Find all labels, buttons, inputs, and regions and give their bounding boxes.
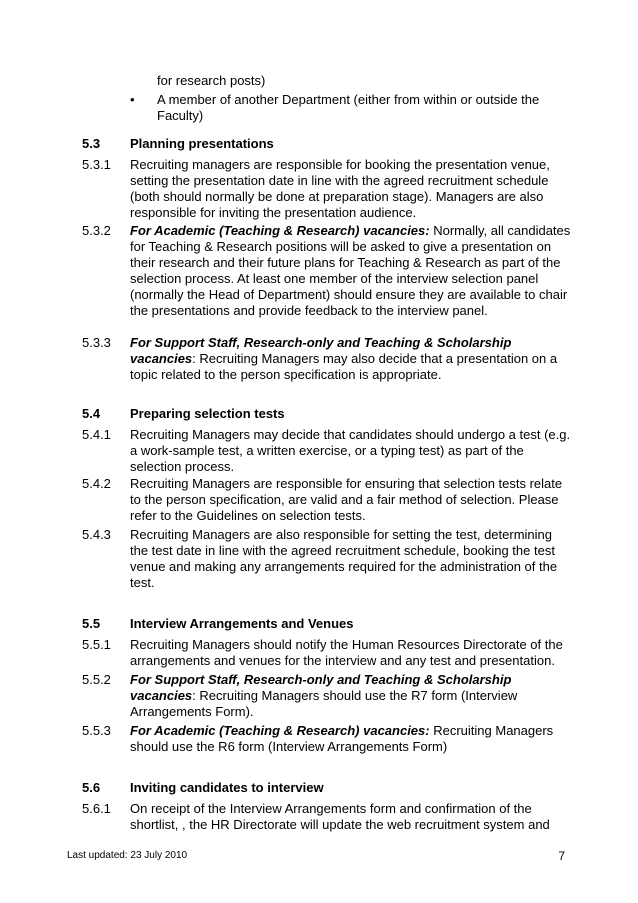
paragraph-number: 5.3.3	[82, 335, 111, 350]
section-title: Preparing selection tests	[130, 406, 285, 421]
paragraph-number: 5.5.3	[82, 723, 111, 738]
continuation-text: for research posts)	[157, 73, 266, 88]
section-title: Planning presentations	[130, 136, 274, 151]
section-number: 5.3	[82, 136, 101, 151]
paragraph-5-3-3	[82, 335, 572, 383]
section-title: Inviting candidates to interview	[130, 780, 324, 795]
paragraph-lead: For Academic (Teaching & Research) vacancies:	[130, 723, 430, 738]
section-heading-5-6	[82, 780, 572, 796]
paragraph-text: Recruiting managers are responsible for booking the presentation venue, setting the presentation date in line with the agreed recruitment schedule (both should normally be done at preparation stage). Managers are also responsible for inviting the presentation audience.	[130, 157, 550, 220]
section-heading-5-3	[82, 136, 572, 152]
paragraph-text	[130, 335, 572, 383]
paragraph-text	[130, 223, 572, 319]
paragraph-text	[130, 723, 572, 755]
paragraph-5-4-3	[82, 527, 572, 591]
paragraph-number: 5.5.2	[82, 672, 111, 687]
paragraph-text: Recruiting Managers may decide that candidates should undergo a test (e.g. a work-sample test, a written exercise, or a typing test) as part of the selection process.	[130, 427, 571, 474]
paragraph-number: 5.4.2	[82, 476, 111, 491]
paragraph-body: : Recruiting Managers may also decide that a presentation on a topic related to the person specification is appropriate.	[130, 351, 558, 382]
paragraph-body: : Recruiting Managers should use the R7 form (Interview Arrangements Form).	[130, 688, 518, 719]
paragraph-number: 5.4.3	[82, 527, 111, 542]
paragraph-5-3-2	[82, 223, 572, 319]
paragraph-5-6-1	[82, 801, 572, 833]
paragraph-number: 5.5.1	[82, 637, 111, 652]
paragraph-lead: For Support Staff, Research-only and Teaching & Scholarship vacancies	[130, 335, 512, 366]
paragraph-5-4-2	[82, 476, 572, 524]
footer-last-updated: Last updated: 23 July 2010	[67, 850, 188, 861]
paragraph-5-3-1	[82, 157, 572, 221]
section-number: 5.6	[82, 780, 101, 795]
section-heading-5-5	[82, 616, 572, 632]
paragraph-5-5-3	[82, 723, 572, 755]
paragraph-lead: For Academic (Teaching & Research) vacancies:	[130, 223, 430, 238]
paragraph-body: Normally, all candidates for Teaching & Research positions will be asked to give a presentation on their research and their future plans for Teaching & Research as part of the selection process. At least one member of the interview selection panel (normally the Head of Department) should ensure they are available to chair the presentations and provide feedback to the interview panel.	[130, 223, 571, 318]
paragraph-text: Recruiting Managers are responsible for ensuring that selection tests relate to the person specification, are valid and a fair method of selection. Please refer to the Guidelines on selection tests.	[130, 476, 563, 523]
section-heading-5-4	[82, 406, 572, 422]
paragraph-text: On receipt of the Interview Arrangements form and confirmation of the shortlist, , the HR Directorate will update the web recruitment system and	[130, 801, 550, 832]
section-number: 5.4	[82, 406, 101, 421]
bullet-icon: •	[130, 92, 135, 107]
paragraph-number: 5.4.1	[82, 427, 111, 442]
paragraph-number: 5.3.2	[82, 223, 111, 238]
paragraph-text: Recruiting Managers should notify the Human Resources Directorate of the arrangements and venues for the interview and any test and presentation.	[130, 637, 563, 668]
paragraph-5-5-2	[82, 672, 572, 720]
paragraph-number: 5.3.1	[82, 157, 111, 172]
paragraph-text	[130, 672, 572, 720]
bullet-item	[130, 92, 570, 124]
bullet-text: A member of another Department (either from within or outside the Faculty)	[157, 92, 540, 123]
section-number: 5.5	[82, 616, 101, 631]
paragraph-lead: For Support Staff, Research-only and Teaching & Scholarship vacancies	[130, 672, 512, 703]
section-title: Interview Arrangements and Venues	[130, 616, 354, 631]
paragraph-number: 5.6.1	[82, 801, 111, 816]
paragraph-5-5-1	[82, 637, 572, 669]
paragraph-body: Recruiting Managers should use the R6 form (Interview Arrangements Form)	[130, 723, 554, 754]
paragraph-text: Recruiting Managers are also responsible for setting the test, determining the test date in line with the agreed recruitment schedule, booking the test venue and making any arrangements required for the administration of the test.	[130, 527, 558, 590]
page-number: 7	[558, 849, 565, 863]
paragraph-5-4-1	[82, 427, 572, 475]
